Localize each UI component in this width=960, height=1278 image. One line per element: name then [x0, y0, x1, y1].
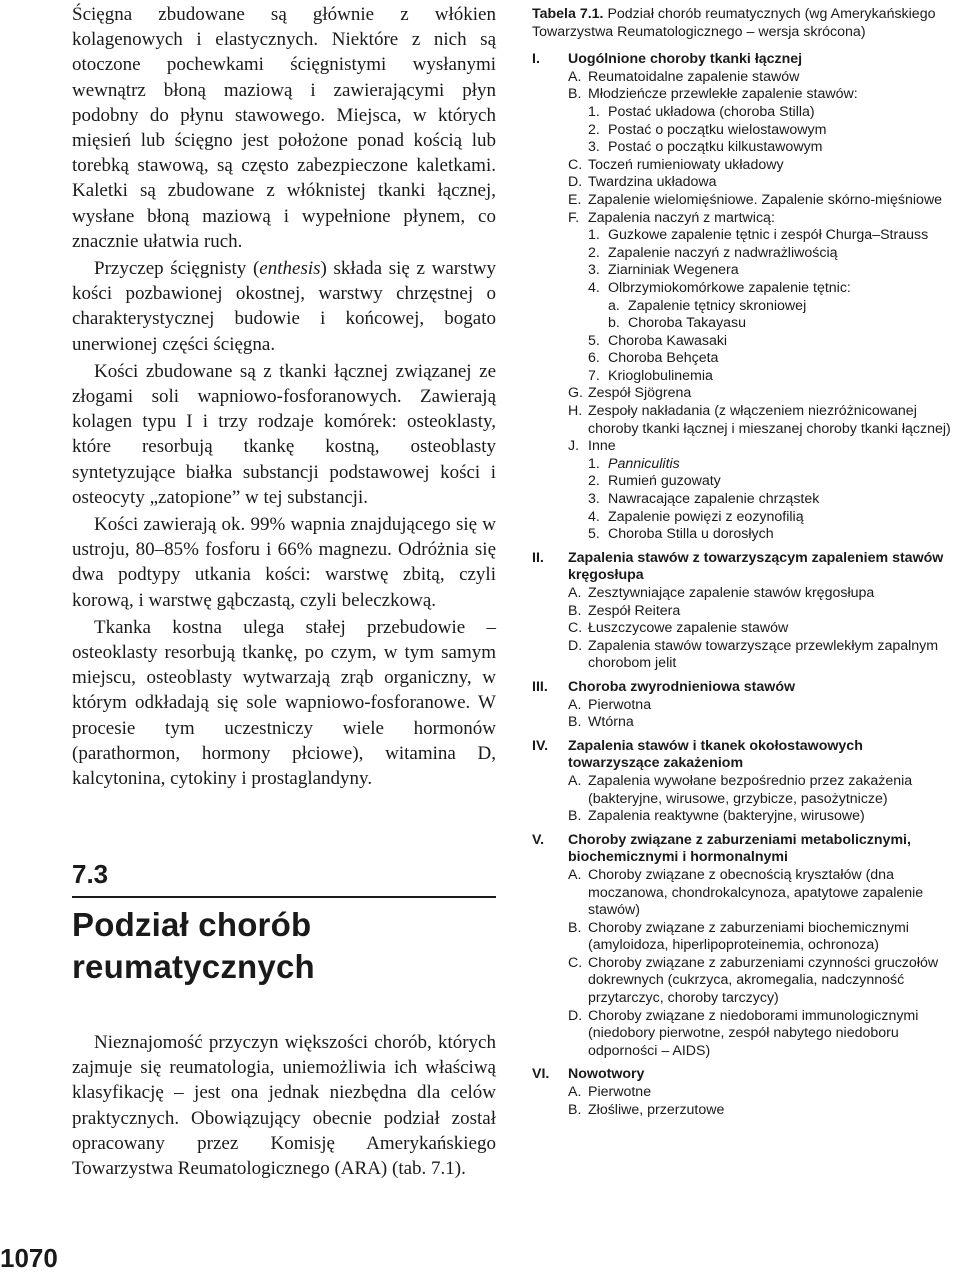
group-title: Choroby związane z zaburzeniami metabolicznymi, biochemicznymi i hormonalnymi — [568, 831, 911, 866]
list-subitem: 6. Choroba Behçeta — [588, 350, 719, 367]
section-divider — [72, 896, 496, 898]
paragraph-remodeling: Tkanka kostna ulega stałej przebudowie – osteoklasty resorbują tkankę, po czym, w tym samym miejscu, osteoblasty wytwarzają zrąb organiczny, w którym odkładają się sole wapniowo-fosforanowe. W procesie tym uczestniczy wiele hormonów (parathormon, hormony płciowe), witamina D, kalcytonina, cytokiny i prostaglandyny. — [72, 616, 496, 790]
paragraph-tendons: Ścięgna zbudowane są głównie z włókien kolagenowych i elastycznych. Niektóre z nich są otoczone pochewkami ścięgnistymi wysłanymi wewnątrz błoną maziową i zawierającymi płyn podobny do płynu stawowego. Miejsca, w których mięsień lub ścięgno jest położone ponad kością lub torebką stawową, są często zabezpieczone kaletkami. Kaletki są zbudowane z włóknistej tkanki łącznej, wysłane błoną maziową i wypełnione płynem, co znacznie ułatwia ruch. — [72, 4, 496, 252]
list-subitem: 3. Nawracające zapalenie chrząstek — [588, 491, 820, 508]
list-item: D. Zapalenia stawów towarzyszące przewlekłym zapalnym chorobom jelit — [568, 637, 939, 672]
section-title-line1: Podział chorób — [72, 906, 312, 943]
enthesis-term: enthesis — [259, 258, 321, 280]
group-number: V. — [532, 831, 545, 848]
paragraph-enthesis — [72, 256, 496, 357]
paragraph-minerals: Kości zawierają ok. 99% wapnia znajdującego się w ustroju, 80–85% fosforu i 66% magnezu. Odróżnia się dwa podtypy utkania kości: warstwę zbitą, czyli korową, i warstwę gąbczastą, czyli beleczkową. — [72, 514, 496, 611]
table-caption-label: Tabela 7.1. — [532, 6, 604, 22]
table-caption-text: Podział chorób reumatycznych (wg Amerykańskiego Towarzystwa Reumatologicznego – wersja skrócona) — [532, 6, 936, 40]
group-number: III. — [532, 678, 548, 695]
section-intro — [72, 1030, 496, 1181]
group-number: VI. — [532, 1066, 550, 1083]
group-number: IV. — [532, 737, 549, 754]
list-item: J. Inne — [568, 438, 616, 455]
list-subsubitem: a. Zapalenie tętnicy skroniowej — [608, 297, 807, 314]
group-title: Choroba zwyrodnieniowa stawów — [568, 678, 796, 695]
list-subitem: 5. Choroba Stilla u dorosłych — [588, 526, 774, 543]
list-subitem: 1. Guzkowe zapalenie tętnic i zespół Churga–Strauss — [588, 227, 929, 244]
list-item: A. Choroby związane z obecnością kryształów (dna moczanowa, chondrokalcynoza, apatytowe zapalenie stawów) — [568, 866, 924, 919]
classification-table — [532, 6, 952, 1119]
list-subitem: 5. Choroba Kawasaki — [588, 332, 728, 349]
section-number: 7.3 — [72, 859, 109, 889]
table-group-1 — [532, 51, 952, 544]
list-item: B. Zespół Reitera — [568, 602, 681, 619]
list-item: E. Zapalenie wielomięśniowe. Zapalenie skórno-mięśniowe — [568, 191, 943, 208]
section-title-line2: reumatycznych — [72, 948, 315, 985]
group-title: Zapalenia stawów i tkanek okołostawowych towarzyszące zakażeniom — [568, 737, 863, 772]
list-subitem: 1. Panniculitis — [588, 455, 680, 472]
list-subitem: 2. Rumień guzowaty — [588, 473, 721, 490]
group-title: Zapalenia stawów z towarzyszącym zapaleniem stawów kręgosłupa — [568, 549, 944, 584]
list-item: F. Zapalenia naczyń z martwicą: — [568, 209, 775, 226]
list-subitem: 7. Krioglobulinemia — [588, 367, 713, 384]
table-group-2 — [532, 550, 952, 673]
list-item: D. Choroby związane z niedoborami immunologicznymi (niedobory pierwotne, zespół nabytego niedoboru odporności – AIDS) — [568, 1007, 919, 1059]
group-title: Uogólnione choroby tkanki łącznej — [568, 51, 803, 68]
list-subitem: 3. Postać o początku kilkustawowym — [588, 139, 823, 156]
left-column — [72, 2, 496, 793]
group-number: II. — [532, 549, 544, 566]
table-group-4 — [532, 738, 952, 826]
table-group-6 — [532, 1066, 952, 1119]
paragraph-bones: Kości zbudowane są z tkanki łącznej związanej ze złogami soli wapniowo-fosforanowych. Zawierają kolagen typu I i trzy rodzaje komórek: osteoklasty, które resorbują tkankę kostną, osteoblasty syntetyzujące białka substancji podstawowej kości i osteocyty „zatopione” w tej substancji. — [72, 360, 496, 508]
list-item: C. Choroby związane z zaburzeniami czynności gruczołów dokrewnych (cukrzyca, akromegalia, nadczynność przytarczyc, choroby tarczycy) — [568, 954, 939, 1007]
table-caption — [532, 6, 952, 41]
list-subitem: 1. Postać układowa (choroba Stilla) — [588, 103, 815, 120]
list-item: A. Zesztywniające zapalenie stawów kręgosłupa — [568, 585, 875, 601]
list-subsubitem: b. Choroba Takayasu — [608, 315, 747, 332]
list-item: C. Toczeń rumieniowaty układowy — [568, 156, 784, 173]
list-item: A. Zapalenia wywołane bezpośrednio przez zakażenia (bakteryjne, wirusowe, grzybicze, pasożytnicze) — [568, 772, 913, 807]
list-item: G. Zespół Sjögrena — [568, 385, 692, 402]
list-subitem: 4. Olbrzymiokomórkowe zapalenie tętnic: — [588, 279, 851, 296]
list-item: B. Choroby związane z zaburzeniami biochemicznymi (amyloidoza, hiperlipoproteinemia, ochronoza) — [568, 919, 909, 954]
list-item: B. Młodzieńcze przewlekłe zapalenie stawów: — [568, 86, 858, 103]
list-item: B. Złośliwe, przerzutowe — [568, 1101, 725, 1118]
table-group-5 — [532, 832, 952, 1061]
enthesis-post: ) składa się z warstwy kości pozbawionej okostnej, warstwy chrzęstnej o charakterystycznej budowie i końcowej, bogato unerwionej części ścięgna. — [72, 258, 496, 355]
list-item: B. Wtórna — [568, 714, 634, 731]
section-heading — [72, 848, 496, 988]
list-item: B. Zapalenia reaktywne (bakteryjne, wirusowe) — [568, 808, 865, 825]
list-subitem: 2. Zapalenie naczyń z nadwrażliwością — [588, 244, 838, 261]
list-subitem: 3. Ziarniniak Wegenera — [588, 262, 739, 279]
group-number: I. — [532, 51, 540, 68]
list-item: A. Pierwotna — [568, 696, 652, 713]
page-number: 1070 — [0, 1243, 58, 1273]
list-subitem: 4. Zapalenie powięzi z eozynofilią — [588, 508, 804, 525]
list-item: C. Łuszczycowe zapalenie stawów — [568, 620, 789, 637]
enthesis-pre: Przyczep ścięgnisty ( — [94, 258, 260, 280]
table-group-3 — [532, 679, 952, 732]
list-subitem: 2. Postać o początku wielostawowym — [588, 121, 827, 138]
list-item: H. Zespoły nakładania (z włączeniem niezróżnicowanej choroby tkanki łącznej i mieszanej choroby tkanki łącznej) — [568, 403, 951, 437]
group-title: Nowotwory — [568, 1066, 645, 1083]
list-item: D. Twardzina układowa — [568, 174, 717, 191]
list-item: A. Pierwotne — [568, 1084, 652, 1101]
list-item: A. Reumatoidalne zapalenie stawów — [568, 68, 800, 85]
intro-paragraph: Nieznajomość przyczyn większości chorób, których zajmuje się reumatologia, uniemożliwia ich właściwą klasyfikację – jest ona jednak niezbędna dla celów praktycznych. Obowiązujący obecnie podział został opracowany przez Komisję Amerykańskiego Towarzystwa Reumatologicznego (ARA) (tab. 7.1). — [72, 1032, 496, 1180]
section-title — [72, 904, 496, 988]
